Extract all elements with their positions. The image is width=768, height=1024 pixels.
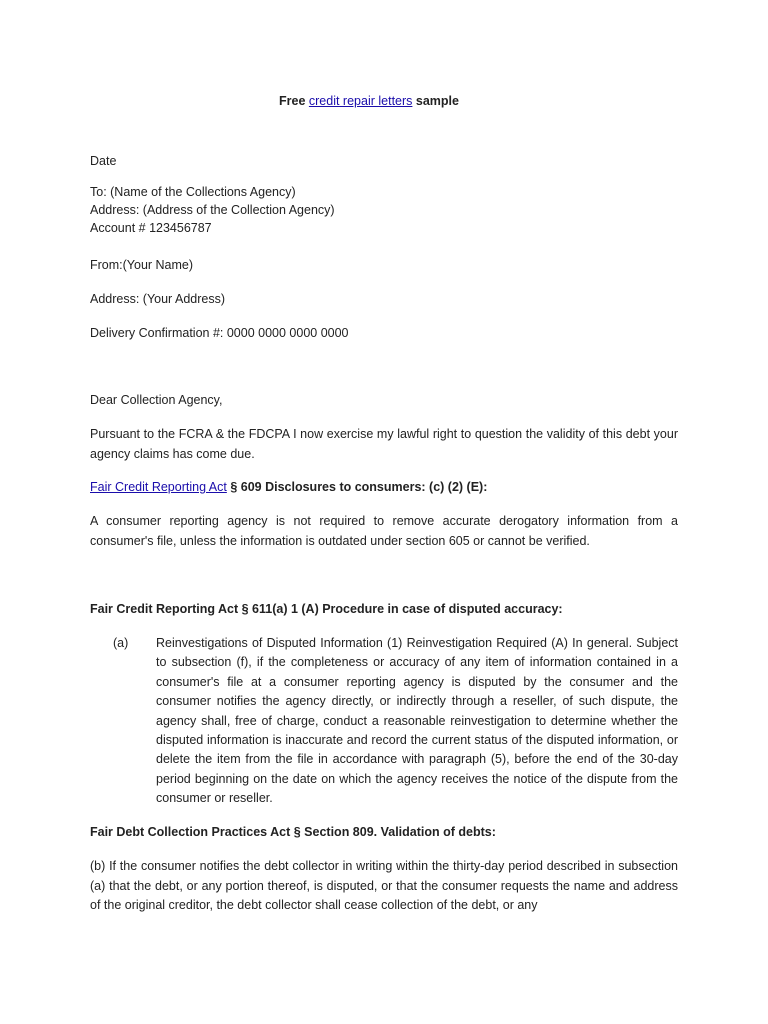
delivery-confirmation-line: Delivery Confirmation #: 0000 0000 0000 0000 (90, 326, 349, 340)
account-line: Account # 123456787 (90, 221, 212, 235)
section-809-body: (b) If the consumer notifies the debt collector in writing within the thirty-day period described in subsection (a) that the debt, or any portion thereof, is disputed, or that the consumer requests the name and address of the original creditor, the debt collector shall cease collection of the debt, or any (90, 859, 678, 912)
section-609-title: § 609 Disclosures to consumers: (c) (2) (E): (230, 480, 488, 494)
date-line: Date (90, 154, 117, 168)
section-609-heading (90, 478, 487, 497)
your-address-line: Address: (Your Address) (90, 292, 226, 306)
credit-repair-letters-link[interactable]: credit repair letters (308, 94, 413, 108)
section-609-body: A consumer reporting agency is not required to remove accurate derogatory information from a consumer's file, unless the information is outdated under section 605 or cannot be verified. (90, 514, 678, 548)
to-line: To: (Name of the Collections Agency) (90, 185, 296, 199)
section-611-heading: Fair Credit Reporting Act § 611(a) 1 (A) Procedure in case of disputed accuracy: (90, 602, 563, 616)
intro-paragraph: Pursuant to the FCRA & the FDCPA I now exercise my lawful right to question the validity of this debt your agency claims has come due. (90, 427, 678, 461)
title-suffix: sample (415, 94, 459, 108)
section-611-item-body: Reinvestigations of Disputed Information (1) Reinvestigation Required (A) In general. Subject to subsection (f), if the completeness or accuracy of any item of information contained in a consumer's file at a consumer reporting agency is disputed by the consumer and the consumer notifies the agency directly, or indirectly through a reseller, of such dispute, the agency shall, free of charge, conduct a reasonable reinvestigation to determine whether the disputed information is inaccurate and record the current status of the disputed information, or delete the item from the file in accordance with paragraph (5), before the end of the 30-day period beginning on the date on which the agency receives the notice of the dispute from the consumer or reseller. (156, 636, 678, 806)
document-title (0, 92, 738, 111)
salutation: Dear Collection Agency, (90, 393, 223, 407)
from-line: From:(Your Name) (90, 258, 194, 272)
fair-credit-reporting-act-link[interactable]: Fair Credit Reporting Act (90, 480, 227, 494)
title-prefix: Free (279, 94, 306, 108)
agency-address-line: Address: (Address of the Collection Agency) (90, 203, 335, 217)
section-611-item-label: (a) (113, 636, 129, 650)
section-809-heading: Fair Debt Collection Practices Act § Section 809. Validation of debts: (90, 825, 496, 839)
